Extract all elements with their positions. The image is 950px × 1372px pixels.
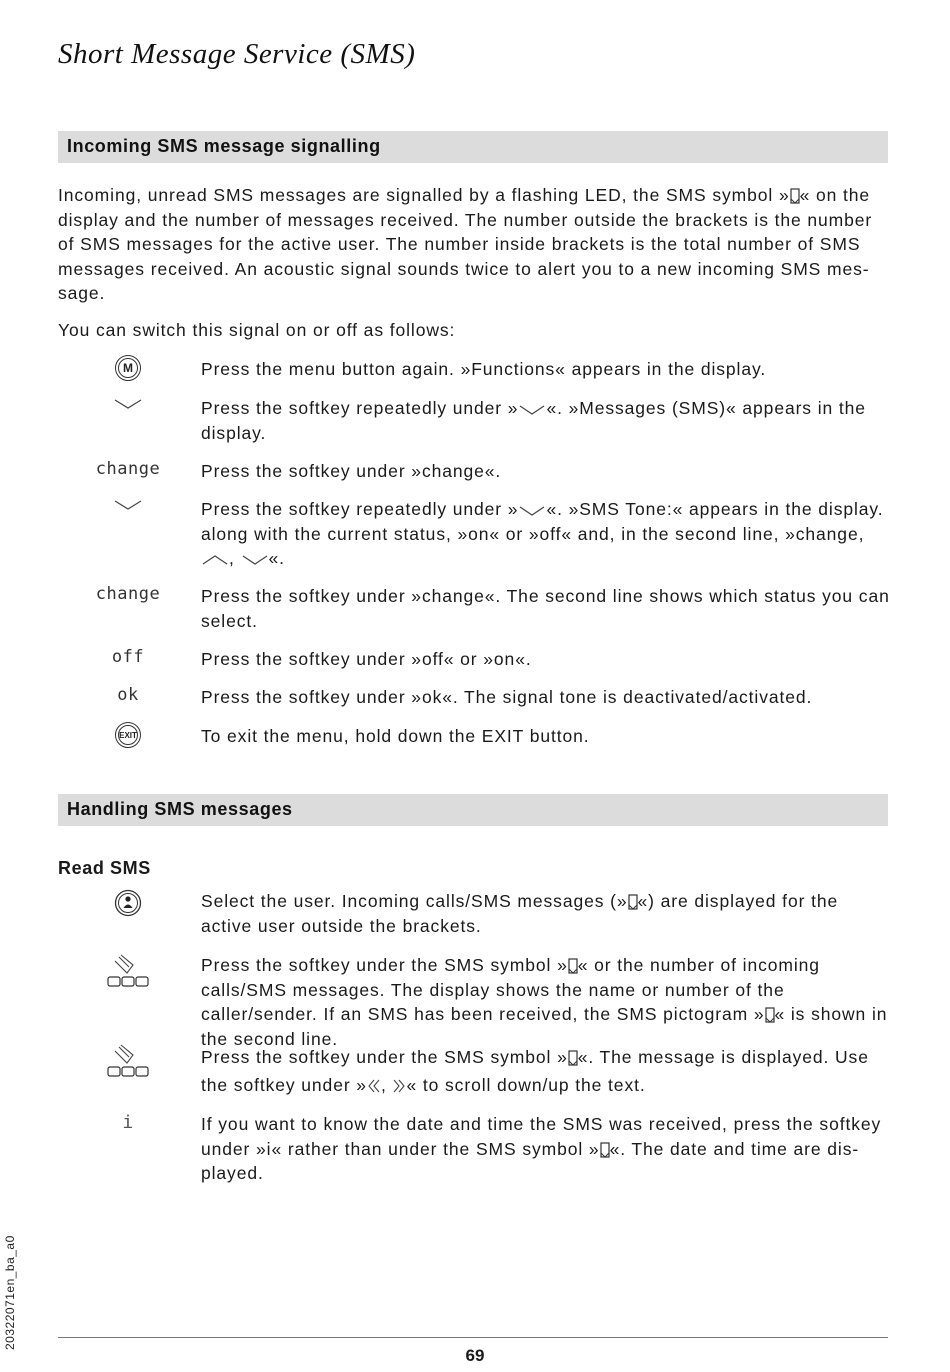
info-softkey-icon: i: [122, 1112, 134, 1133]
document-code: 20322071en_ba_a0: [3, 1235, 17, 1350]
footer-divider: [58, 1337, 888, 1338]
off-softkey-label: off: [111, 647, 145, 667]
exit-button-icon: EXIT: [115, 722, 141, 748]
section-heading-handling-sms: [58, 794, 888, 826]
step-text: Press the softkey under »change«.: [201, 461, 502, 481]
page-title: Short Message Service (SMS): [58, 38, 416, 70]
user-button-icon: [114, 889, 142, 917]
step-text: Press the softkey repeatedly under » «. »SMS Tone:« appears in the display. along with the current status, »on« or »off« and, in the second line, »change, , «.: [201, 499, 884, 568]
intro-paragraph-2: You can switch this signal on or off as follows:: [58, 320, 456, 340]
softkey-down-icon: [241, 553, 269, 567]
softkey-up-icon: [201, 553, 229, 567]
step-text: Press the softkey under the SMS symbol » « or the number of incoming calls/SMS messages. The display shows the name or number of the caller/sender. If an SMS has been received, the SMS pictogram » « is shown in the second line.: [201, 955, 888, 1049]
intro-text-part: Incoming, unread SMS messages are signalled by a flashing LED, the SMS symbol »: [58, 185, 790, 205]
section-heading-text: Incoming SMS message signalling: [67, 136, 381, 156]
sms-envelope-icon: [600, 1142, 610, 1158]
step-text: Press the softkey under »ok«. The signal tone is deactivated/activated.: [201, 687, 813, 707]
step-text: If you want to know the date and time the SMS was received, press the softkey under »i« rather than under the SMS symbol » «. The date and time are dis-played.: [201, 1114, 882, 1183]
step-text: Press the softkey under the SMS symbol » «. The message is displayed. Use the softkey under » , « to scroll down/up the text.: [201, 1047, 869, 1095]
subheading-read-sms: Read SMS: [58, 858, 151, 878]
sms-envelope-icon: [765, 1007, 775, 1023]
change-softkey-label: change: [95, 584, 161, 604]
sms-envelope-icon: [628, 894, 638, 910]
step-text: To exit the menu, hold down the EXIT button.: [201, 726, 590, 746]
step-text: Press the softkey under »off« or »on«.: [201, 649, 532, 669]
step-text: Press the softkey under »change«. The second line shows which status you can select.: [201, 586, 890, 631]
sms-envelope-icon: [568, 958, 578, 974]
step-text: Press the menu button again. »Functions« appears in the display.: [201, 359, 767, 379]
section-heading-text: Handling SMS messages: [67, 799, 293, 819]
step-text: Press the softkey repeatedly under » «. »Messages (SMS)« appears in the display.: [201, 398, 866, 443]
section-heading-incoming-signalling: [58, 131, 888, 163]
sms-envelope-icon: [790, 188, 800, 204]
ok-softkey-label: ok: [117, 685, 139, 705]
scroll-left-icon: [367, 1078, 381, 1094]
softkey-press-icon: [105, 1043, 151, 1081]
softkey-down-icon: [113, 396, 143, 412]
scroll-right-icon: [392, 1078, 406, 1094]
step-text: Select the user. Incoming calls/SMS messages (» «) are displayed for the active user outside the brackets.: [201, 891, 839, 936]
softkey-down-icon: [518, 403, 546, 417]
change-softkey-label: change: [95, 459, 161, 479]
menu-button-icon: M: [115, 355, 141, 381]
softkey-down-icon: [518, 504, 546, 518]
intro-text-part: « on the display and the number of messages received. The number outside the brackets is the number of SMS messages for the active user. The number inside brackets is the total number of SMS messages received. An acoustic signal sounds twice to alert you to a new incoming SMS mes-sage.: [58, 185, 873, 303]
intro-paragraph: [58, 183, 888, 306]
sms-envelope-icon: [568, 1050, 578, 1066]
page-number: 69: [465, 1346, 485, 1365]
softkey-down-icon: [113, 497, 143, 513]
softkey-press-icon: [105, 953, 151, 991]
